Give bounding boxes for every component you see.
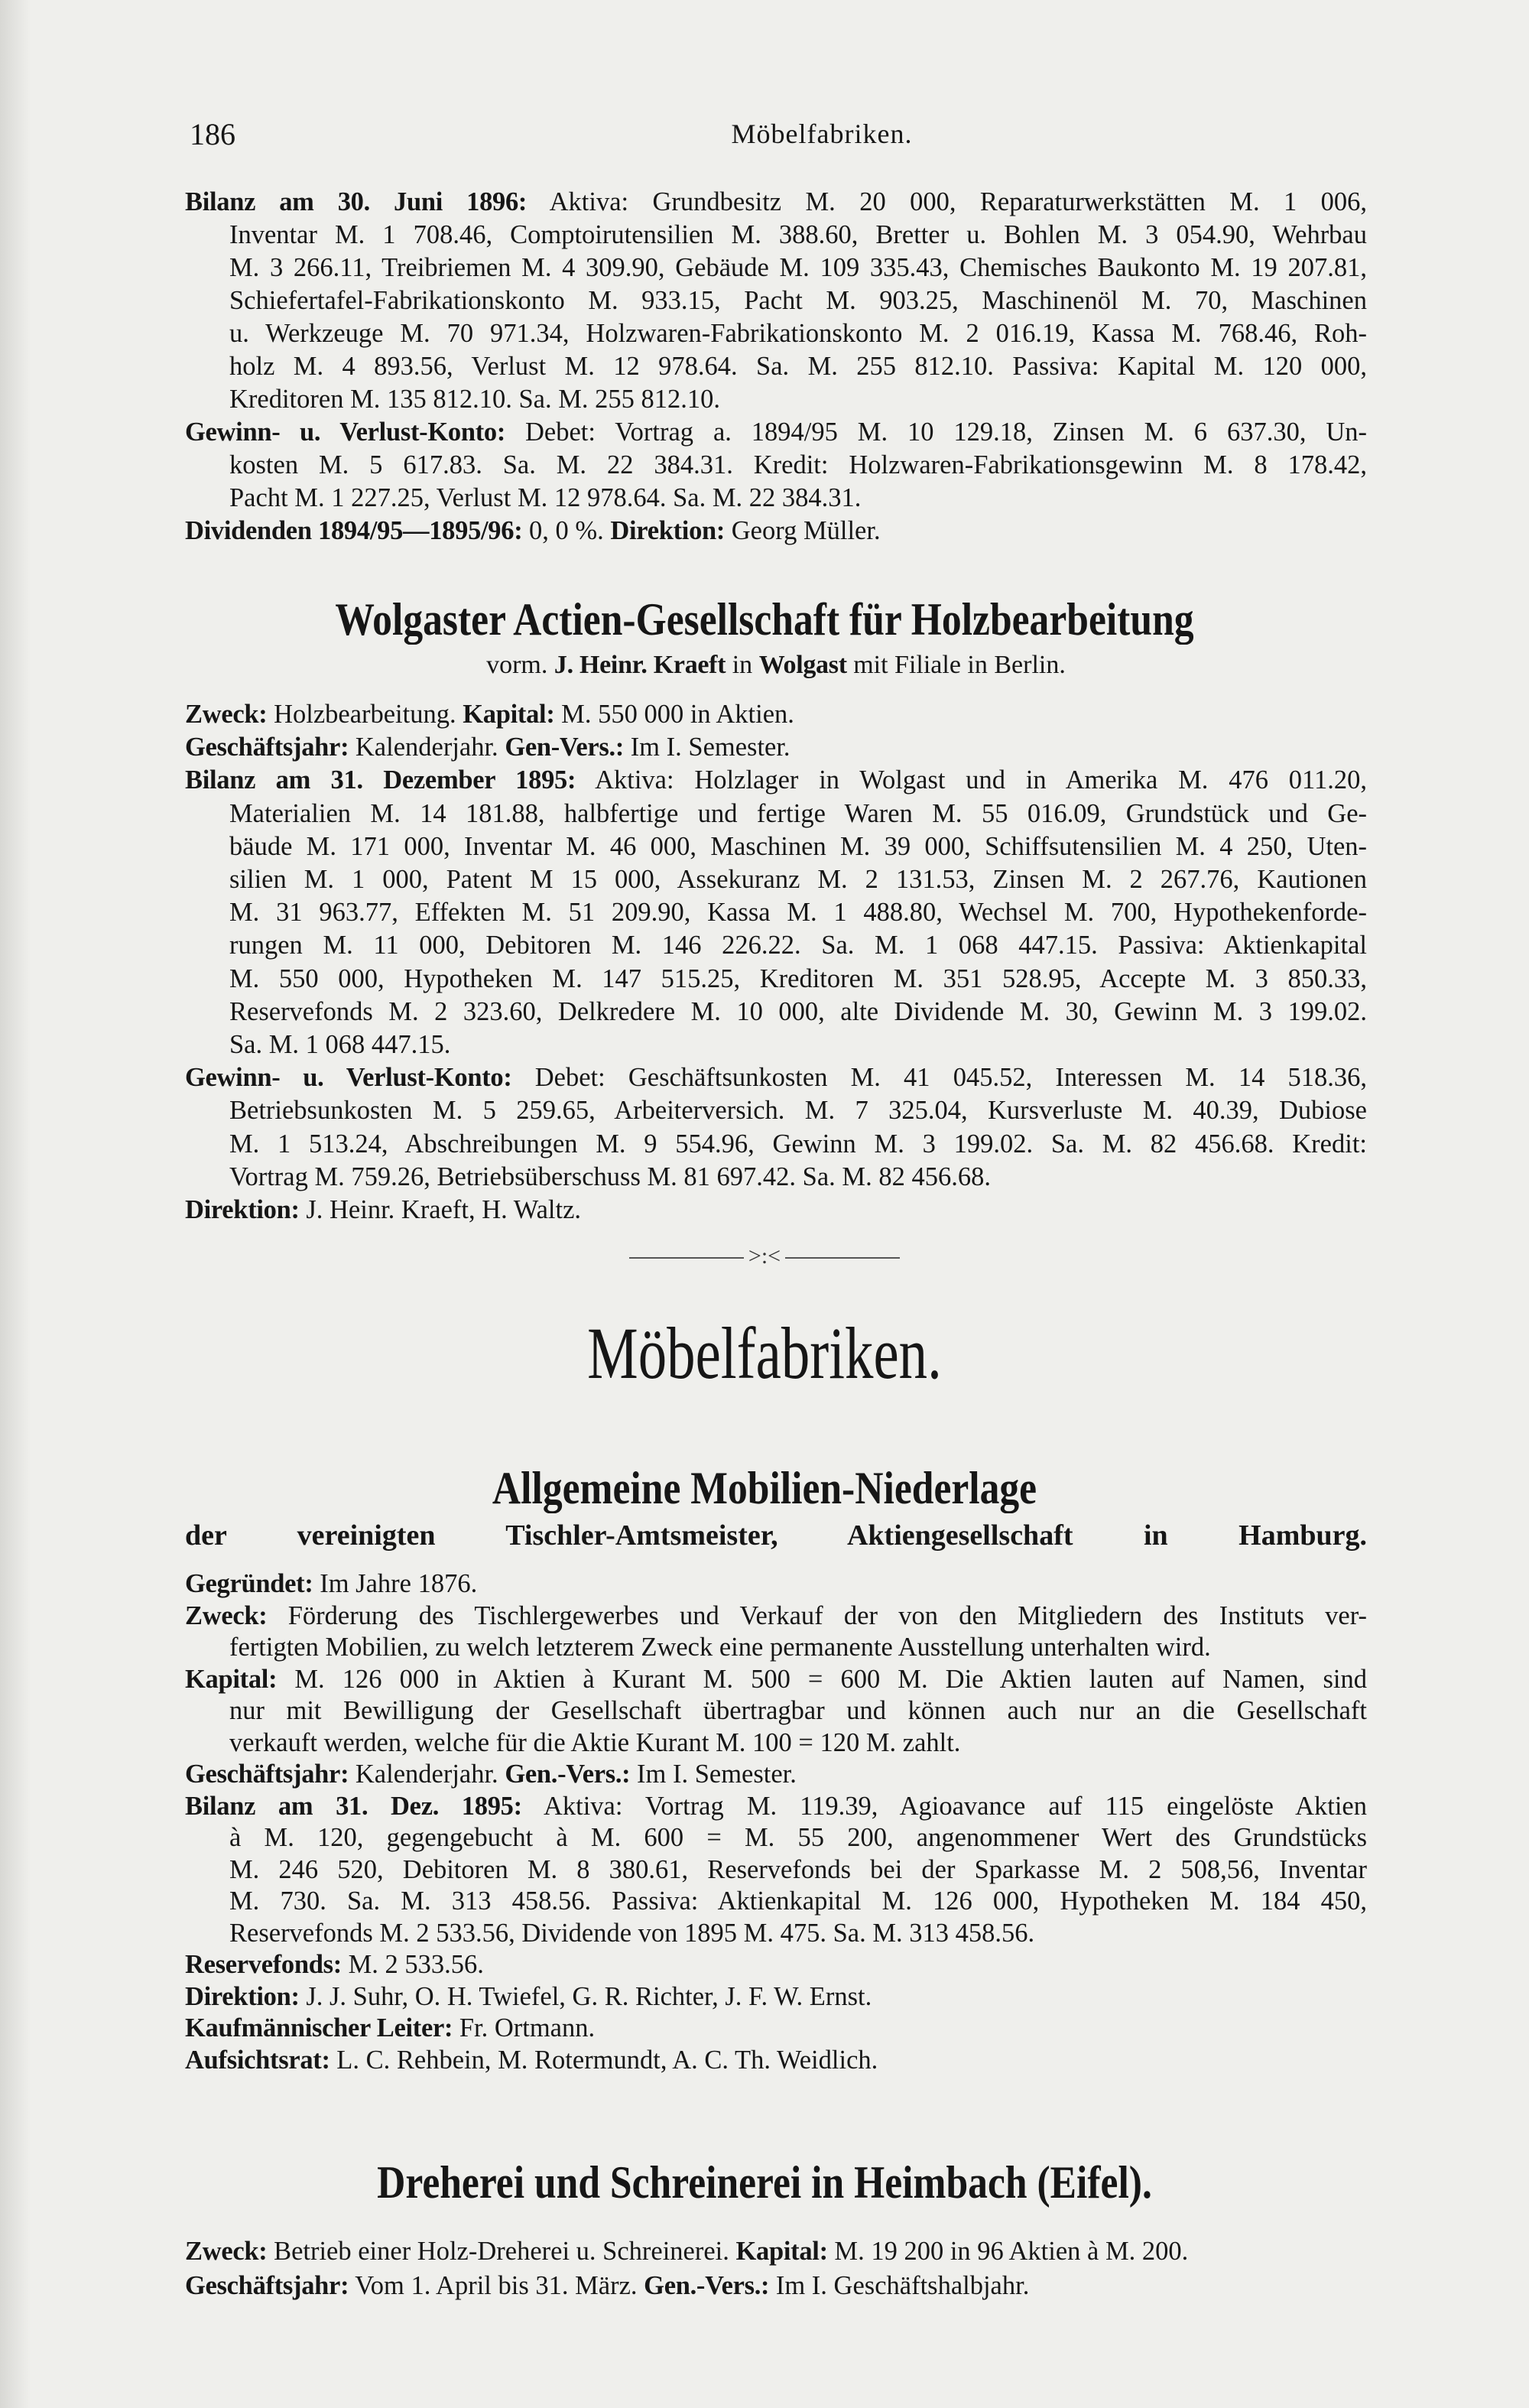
field-text: M. 31 963.77, Effekten M. 51 209.90, Kassa M. 1 488.80, Wechsel M. 700, Hypothekenforde- [229, 898, 1367, 928]
field-text: Aktiva: Vortrag M. 119.39, Agioavance auf 115 eingelöste Aktien [521, 1791, 1367, 1821]
field-label: Gewinn- u. Verlust-Konto: [185, 418, 506, 447]
field-text: verkauft werden, welche für die Aktie Kurant M. 100 = 120 M. zahlt. [229, 1727, 961, 1757]
field-label: Wolgast [758, 651, 847, 679]
field-text: silien M. 1 000, Patent M 15 000, Assekuranz M. 2 131.53, Zinsen M. 2 267.76, Kautionen [229, 865, 1367, 895]
field-text: Reservefonds M. 2 323.60, Delkredere M. 10 000, alte Dividende M. 30, Gewinn M. 3 199.02. [229, 996, 1367, 1026]
field-text: nur mit Bewilligung der Gesellschaft übertragbar und können auch nur an die Gesellschaft [229, 1696, 1367, 1725]
text-line [185, 896, 1367, 929]
field-text: Georg Müller. [725, 516, 881, 545]
paragraph [185, 1664, 1367, 1760]
page-number: 186 [190, 117, 235, 151]
text-line [185, 350, 1367, 383]
field-text: M. 730. Sa. M. 313 458.56. Passiva: Aktienkapital M. 126 000, Hypotheken M. 184 450, [229, 1886, 1367, 1916]
field-text: vorm. [486, 651, 554, 679]
field-text: M. 1 513.24, Abschreibungen M. 9 554.96, Gewinn M. 3 199.02. Sa. M. 82 456.68. Kredit: [229, 1129, 1367, 1159]
text-line [185, 1822, 1367, 1854]
company-subtitle-mobilien: der vereinigten Tischler-Amtsmeister, Aktiengesellschaft in Hamburg. [185, 1519, 1367, 1552]
field-text: M. 2 533.56. [341, 1950, 484, 1979]
chapter-title: Möbelfabriken. [587, 1312, 942, 1394]
paragraph [185, 1949, 1367, 1981]
text-line [185, 1695, 1367, 1727]
text-line [185, 1949, 1367, 1981]
paragraph [185, 416, 1367, 515]
ornament-rule-left [629, 1257, 744, 1259]
field-label: Direktion: [185, 1981, 300, 2011]
text-line [185, 416, 1367, 449]
text-line [185, 963, 1367, 996]
text-line [185, 2045, 1367, 2077]
company-title-dreherei: Dreherei und Schreinerei in Heimbach (Eifel). [377, 2157, 1152, 2208]
section-wolgaster [185, 698, 1367, 1227]
paragraph [185, 1061, 1367, 1194]
field-label: Aufsichtsrat: [185, 2045, 330, 2075]
field-label: Gen.-Vers.: [505, 1760, 631, 1789]
paragraph [185, 1194, 1367, 1227]
field-label: Gen-Vers.: [505, 733, 625, 762]
text-line [185, 1568, 1367, 1600]
field-text: J. J. Suhr, O. H. Twiefel, G. R. Richter, J. F. W. Ernst. [299, 1981, 872, 2011]
text-line [185, 830, 1367, 863]
company-subtitle-wolgaster [185, 651, 1367, 680]
field-label: Bilanz am 31. Dezember 1895: [185, 765, 576, 795]
field-label: Gen.-Vers.: [644, 2271, 770, 2300]
text-line [185, 1061, 1367, 1094]
field-text: Kalenderjahr. [349, 733, 505, 762]
text-line [185, 698, 1367, 731]
field-label: Bilanz am 30. Juni 1896: [185, 187, 528, 216]
field-text: Betriebsunkosten M. 5 259.65, Arbeiterversich. M. 7 325.04, Kursverluste M. 40.39, Dubiose [229, 1096, 1367, 1126]
text-line [185, 186, 1367, 219]
field-text: Aktiva: Grundbesitz M. 20 000, Reparaturwerkstätten M. 1 006, [527, 187, 1368, 216]
field-label: Dividenden 1894/95—1895/96: [185, 516, 523, 545]
field-text: Kreditoren M. 135 812.10. Sa. M. 255 812.10. [229, 385, 721, 414]
text-line [185, 764, 1367, 797]
text-line [185, 1981, 1367, 2013]
paragraph [185, 731, 1367, 764]
field-text: Vom 1. April bis 31. März. [349, 2271, 644, 2300]
field-text: holz M. 4 893.56, Verlust M. 12 978.64. Sa. M. 255 812.10. Passiva: Kapital M. 120 000, [229, 352, 1367, 381]
text-line [185, 1918, 1367, 1950]
field-label: Kapital: [185, 1664, 278, 1694]
text-line [185, 1854, 1367, 1886]
text-line [185, 449, 1367, 482]
field-text: Debet: Geschäftsunkosten M. 41 045.52, Interessen M. 14 518.36, [511, 1063, 1367, 1093]
field-label: J. Heinr. Kraeft [553, 651, 726, 679]
section-mobilien [185, 1568, 1367, 2076]
field-label: Zweck: [185, 1600, 268, 1630]
field-text: Förderung des Tischlergewerbes und Verkauf der von den Mitgliedern des Instituts ver- [267, 1600, 1367, 1630]
field-label: Geschäftsjahr: [185, 2271, 349, 2300]
paragraph [185, 1568, 1367, 1600]
text-line [185, 863, 1367, 896]
field-text: in [726, 651, 759, 679]
text-line [185, 2013, 1367, 2045]
field-text: u. Werkzeuge M. 70 971.34, Holzwaren-Fabrikationskonto M. 2 016.19, Kassa M. 768.46, Roh- [229, 319, 1367, 348]
field-label: Direktion: [610, 516, 726, 545]
paragraph [185, 1759, 1367, 1791]
field-label: Bilanz am 31. Dez. 1895: [185, 1791, 522, 1821]
field-label: Reservefonds: [185, 1950, 342, 1979]
field-text: Im I. Semester. [624, 733, 790, 762]
field-label: Gewinn- u. Verlust-Konto: [185, 1063, 512, 1093]
text-line [185, 2269, 1367, 2303]
paragraph [185, 1981, 1367, 2013]
text-line [185, 1791, 1367, 1823]
field-text: Debet: Vortrag a. 1894/95 M. 10 129.18, Zinsen M. 6 637.30, Un- [505, 418, 1368, 447]
text-line [185, 515, 1367, 548]
field-text: fertigten Mobilien, zu welch letzterem Zweck eine permanente Ausstellung unterhalten wird. [229, 1633, 1211, 1662]
field-text: bäude M. 171 000, Inventar M. 46 000, Maschinen M. 39 000, Schiffsutensilien M. 4 250, Uten- [229, 831, 1367, 861]
text-line [185, 929, 1367, 962]
field-label: Kapital: [735, 2237, 828, 2266]
field-text: M. 550 000 in Aktien. [554, 700, 794, 729]
text-line [185, 252, 1367, 284]
field-text: J. Heinr. Kraeft, H. Waltz. [299, 1195, 582, 1225]
text-line [185, 2234, 1367, 2269]
field-text: Inventar M. 1 708.46, Comptoirutensilien M. 388.60, Bretter u. Bohlen M. 3 054.90, Wehrbau [229, 220, 1367, 249]
text-line [185, 1194, 1367, 1227]
field-text: M. 246 520, Debitoren M. 8 380.61, Reservefonds bei der Sparkasse M. 2 508,56, Inventar [229, 1854, 1367, 1884]
paragraph [185, 2234, 1367, 2269]
text-line [185, 996, 1367, 1029]
page-edge-shadow [0, 0, 31, 2408]
paragraph [185, 2013, 1367, 2045]
field-label: Gegründet: [185, 1569, 313, 1598]
section-continuation [185, 186, 1367, 548]
field-text: Vortrag M. 759.26, Betriebsüberschuss M. 81 697.42. Sa. M. 82 456.68. [229, 1162, 991, 1191]
running-header: Möbelfabriken. [731, 119, 913, 149]
field-text: 0, 0 %. [522, 516, 611, 545]
field-text: L. C. Rehbein, M. Rotermundt, A. C. Th. Weidlich. [329, 2045, 878, 2075]
field-label: Kapital: [463, 700, 555, 729]
field-text: Schiefertafel-Fabrikationskonto M. 933.15, Pacht M. 903.25, Maschinenöl M. 70, Maschinen [229, 286, 1367, 315]
paragraph [185, 515, 1367, 548]
paragraph [185, 764, 1367, 1061]
text-line [185, 1128, 1367, 1161]
field-text: Im I. Geschäftshalbjahr. [769, 2271, 1030, 2300]
field-label: Direktion: [185, 1195, 300, 1225]
text-line [185, 1029, 1367, 1061]
field-text: Holzbearbeitung. [267, 700, 463, 729]
text-line [185, 1664, 1367, 1696]
company-title-mobilien: Allgemeine Mobilien-Niederlage [492, 1463, 1037, 1513]
field-text: kosten M. 5 617.83. Sa. M. 22 384.31. Kredit: Holzwaren-Fabrikationsgewinn M. 8 178.42, [229, 450, 1367, 479]
field-text: Aktiva: Holzlager in Wolgast und in Amerika M. 476 011.20, [576, 765, 1367, 795]
text-line [185, 1632, 1367, 1664]
field-text: à M. 120, gegengebucht à M. 600 = M. 55 200, angenommener Wert des Grundstücks [229, 1823, 1367, 1852]
field-text: mit Filiale in Berlin. [846, 651, 1066, 679]
field-text: Betrieb einer Holz-Dreherei u. Schreinerei. [267, 2237, 736, 2266]
field-text: Pacht M. 1 227.25, Verlust M. 12 978.64. Sa. M. 22 384.31. [229, 483, 862, 512]
text-line [185, 219, 1367, 252]
text-line [185, 1727, 1367, 1760]
field-label: Geschäftsjahr: [185, 1760, 349, 1789]
field-text: Fr. Ortmann. [453, 2013, 596, 2042]
field-text: rungen M. 11 000, Debitoren M. 146 226.22. Sa. M. 1 068 447.15. Passiva: Aktienkapital [229, 931, 1367, 960]
paragraph [185, 2045, 1367, 2077]
paragraph [185, 698, 1367, 731]
paragraph [185, 1600, 1367, 1664]
field-text: Sa. M. 1 068 447.15. [229, 1030, 451, 1060]
company-title-wolgaster: Wolgaster Actien-Gesellschaft für Holzbearbeitung [335, 594, 1194, 645]
text-line [185, 731, 1367, 764]
text-line [185, 482, 1367, 515]
field-text: Materialien M. 14 181.88, halbfertige und fertige Waren M. 55 016.09, Grundstück und Ge- [229, 798, 1367, 828]
section-dreherei [185, 2234, 1367, 2303]
field-text: M. 126 000 in Aktien à Kurant M. 500 = 600 M. Die Aktien lauten auf Namen, sind [277, 1664, 1367, 1694]
text-line [185, 383, 1367, 416]
paragraph [185, 186, 1367, 416]
text-line [185, 1759, 1367, 1791]
text-line [185, 1600, 1367, 1633]
field-text: Reservefonds M. 2 533.56, Dividende von 1895 M. 475. Sa. M. 313 458.56. [229, 1918, 1035, 1948]
paragraph [185, 1791, 1367, 1950]
ornament-rule-right [785, 1257, 900, 1259]
ornament-glyph: >:< [748, 1243, 781, 1269]
text-line [185, 284, 1367, 317]
text-line [185, 1161, 1367, 1194]
text-line [185, 798, 1367, 830]
text-line [185, 1886, 1367, 1918]
field-label: Kaufmännischer Leiter: [185, 2013, 453, 2042]
field-label: Zweck: [185, 2237, 268, 2266]
field-text: M. 3 266.11, Treibriemen M. 4 309.90, Gebäude M. 109 335.43, Chemisches Baukonto M. 19 207.81, [229, 253, 1367, 282]
ornament-divider [0, 1243, 1529, 1269]
paragraph [185, 2269, 1367, 2303]
field-text: Kalenderjahr. [349, 1760, 505, 1789]
field-label: Geschäftsjahr: [185, 733, 349, 762]
text-line [185, 317, 1367, 350]
field-text: Im Jahre 1876. [313, 1569, 478, 1598]
field-text: Im I. Semester. [630, 1760, 797, 1789]
text-line [185, 1094, 1367, 1127]
field-text: M. 550 000, Hypotheken M. 147 515.25, Kreditoren M. 351 528.95, Accepte M. 3 850.33, [229, 964, 1367, 993]
field-label: Zweck: [185, 700, 268, 729]
field-text: M. 19 200 in 96 Aktien à M. 200. [827, 2237, 1189, 2266]
